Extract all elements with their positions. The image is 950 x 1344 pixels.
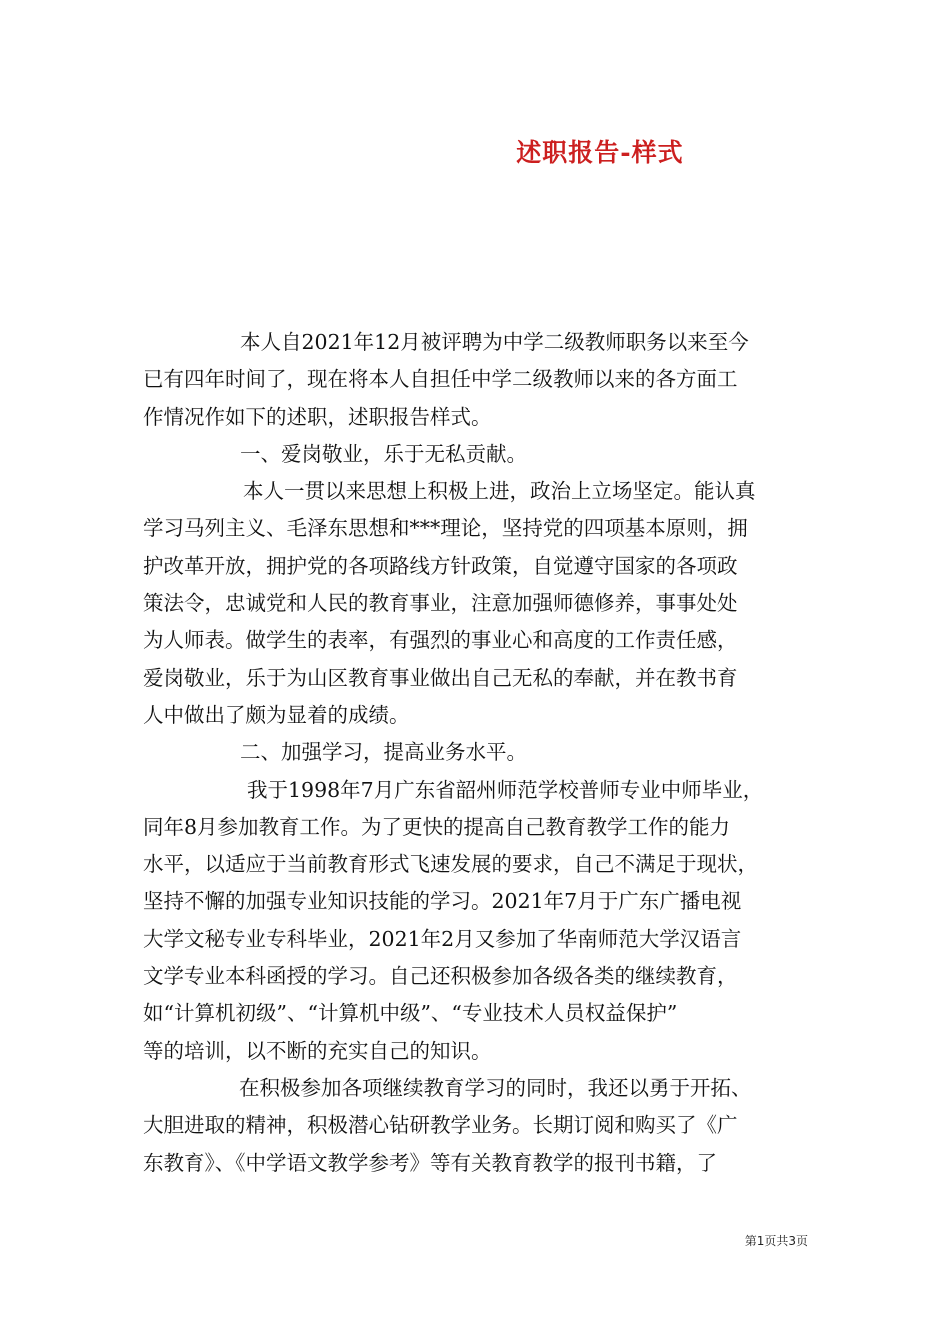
- paragraph-line: 坚持不懈的加强专业知识技能的学习。2021年7月于广东广播电视: [143, 889, 742, 914]
- document-body: [143, 324, 811, 1182]
- section-heading: 一、爱岗敬业，乐于无私贡献。: [240, 441, 527, 466]
- paragraph-line: 作情况作如下的述职，述职报告样式。: [143, 404, 492, 429]
- section-heading: 二、加强学习，提高业务水平。: [240, 740, 527, 765]
- paragraph-line: 本人自2021年12月被评聘为中学二级教师职务以来至今: [240, 330, 749, 354]
- paragraph-line: 为人师表。做学生的表率，有强烈的事业心和高度的工作责任感，: [143, 628, 738, 653]
- paragraph-line: 本人一贯以来思想上积极上进，政治上立场坚定。能认真: [243, 479, 756, 504]
- paragraph-line: 大学文秘专业专科毕业，2021年2月又参加了华南师范大学汉语言: [143, 926, 742, 951]
- paragraph-line: 如“计算机初级”、“计算机中级”、“专业技术人员权益保护”: [143, 1001, 678, 1026]
- paragraph-line: 大胆进取的精神，积极潜心钻研教学业务。长期订阅和购买了《广: [143, 1113, 738, 1138]
- paragraph-line: 同年8月参加教育工作。为了更快的提高自己教育教学工作的能力: [143, 814, 731, 839]
- paragraph-line: 我于1998年7月广东省韶州师范学校普师专业中师毕业，: [247, 777, 764, 802]
- paragraph-line: 爱岗敬业，乐于为山区教育事业做出自己无私的奉献，并在教书育: [143, 665, 738, 690]
- page-number: 第1页共3页: [744, 1234, 808, 1248]
- paragraph-line: 护改革开放，拥护党的各项路线方针政策，自觉遵守国家的各项政: [143, 553, 738, 578]
- document-title: 述职报告-样式: [516, 138, 684, 167]
- paragraph-line: 人中做出了颇为显着的成绩。: [143, 702, 410, 727]
- paragraph-line: 在积极参加各项继续教育学习的同时，我还以勇于开拓、: [239, 1075, 752, 1100]
- paragraph-line: 东教育》、《中学语文教学参考》等有关教育教学的报刊书籍，了: [143, 1150, 717, 1175]
- paragraph-line: 文学专业本科函授的学习。自己还积极参加各级各类的继续教育，: [143, 964, 738, 989]
- paragraph-line: 水平，以适应于当前教育形式飞速发展的要求，自己不满足于现状，: [143, 852, 758, 877]
- paragraph-line: 学习马列主义、毛泽东思想和***理论，坚持党的四项基本原则，拥: [143, 516, 748, 541]
- paragraph-line: 策法令，忠诚党和人民的教育事业，注意加强师德修养，事事处处: [143, 591, 738, 616]
- paragraph-line: 已有四年时间了，现在将本人自担任中学二级教师以来的各方面工: [143, 367, 738, 392]
- paragraph-line: 等的培训，以不断的充实自己的知识。: [143, 1038, 492, 1063]
